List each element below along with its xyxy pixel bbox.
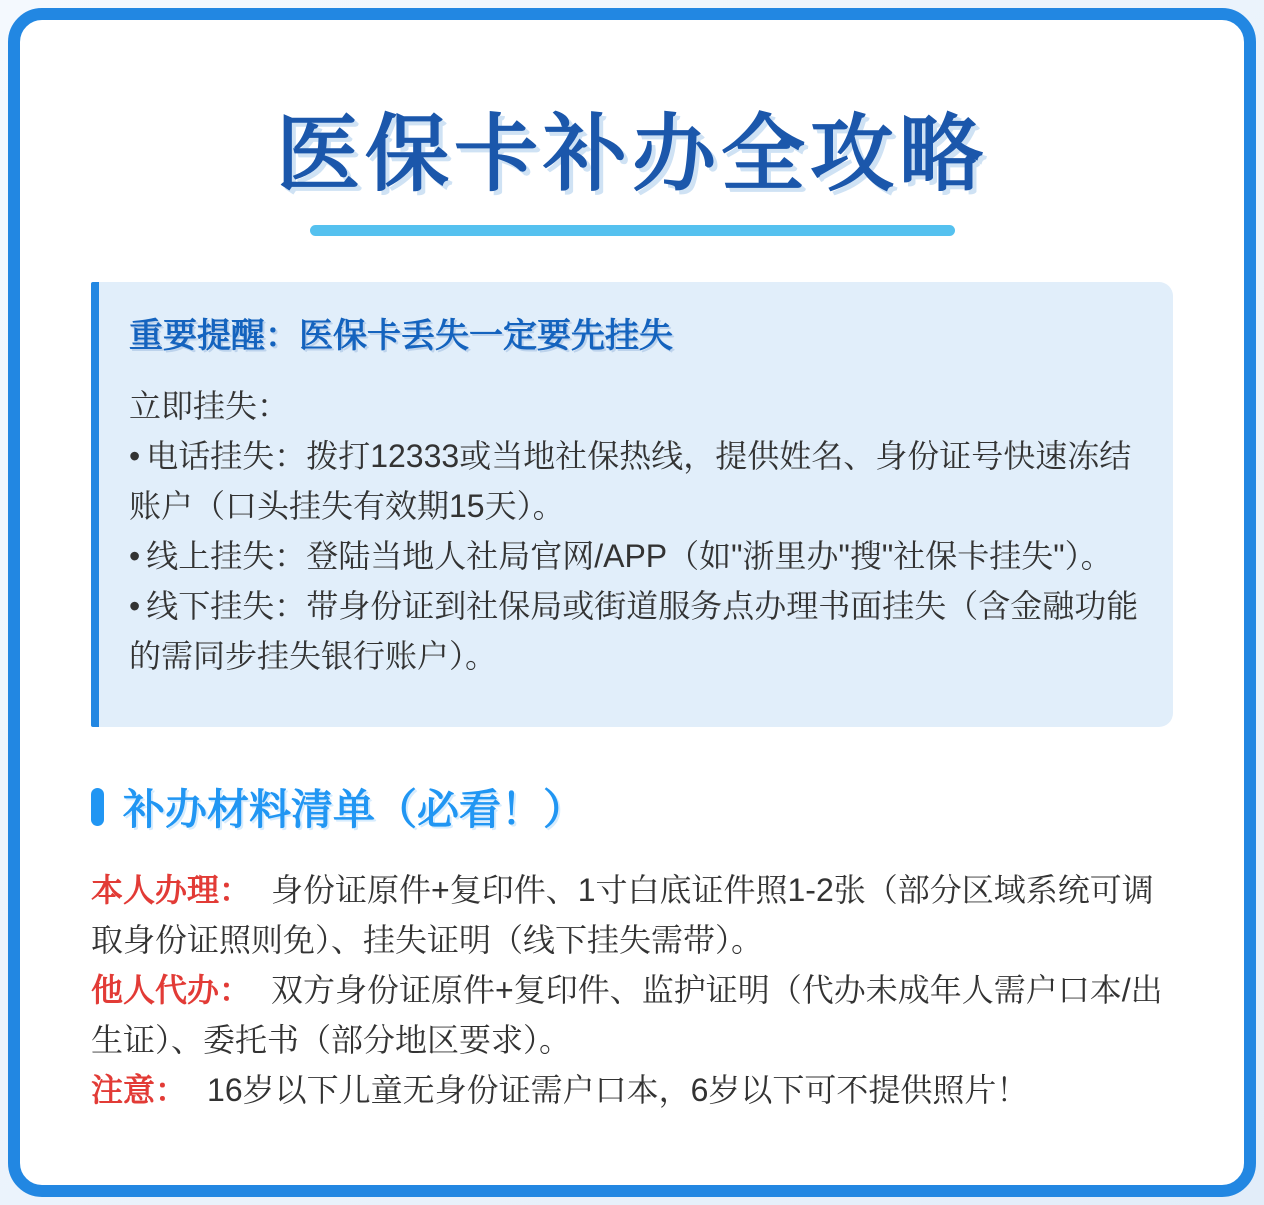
reminder-bullet: [129, 531, 1143, 581]
materials-item: [91, 965, 1173, 1065]
materials-item: [91, 865, 1173, 965]
content-card: [8, 8, 1256, 1197]
reminder-bullet: [129, 581, 1143, 681]
reminder-intro: 立即挂失：: [129, 387, 290, 424]
bullet-marker: •: [129, 587, 141, 624]
reminder-bullet: [129, 431, 1143, 531]
page-title: 医保卡补办全攻略: [275, 107, 988, 201]
bullet-marker: •: [129, 537, 141, 574]
title-underline: [310, 225, 955, 236]
reminder-body: [129, 381, 1143, 681]
item-label: 注意：: [91, 1071, 188, 1108]
reminder-box: [91, 282, 1173, 727]
item-label: 本人办理：: [91, 871, 252, 908]
materials-list: [91, 865, 1173, 1115]
bullet-text: 线下挂失：带身份证到社保局或街道服务点办理书面挂失（含金融功能的需同步挂失银行账户）。: [129, 587, 1139, 674]
bullet-text: 电话挂失：拨打12333或当地社保热线，提供姓名、身份证号快速冻结账户（口头挂失有效期15天）。: [129, 437, 1132, 524]
item-text: 身份证原件+复印件、1寸白底证件照1-2张（部分区域系统可调取身份证照则免）、挂失证明（线下挂失需带）。: [91, 871, 1154, 958]
bullet-text: 线上挂失：登陆当地人社局官网/APP（如"浙里办"搜"社保卡挂失"）。: [146, 537, 1113, 574]
materials-item: [91, 1065, 1173, 1115]
reminder-heading: 重要提醒：医保卡丢失一定要先挂失: [129, 316, 673, 355]
section-accent-bar: [91, 788, 104, 826]
item-label: 他人代办：: [91, 971, 252, 1008]
section-title: 补办材料清单（必看！）: [123, 785, 586, 833]
materials-section-header: [91, 777, 1173, 837]
item-text: 双方身份证原件+复印件、监护证明（代办未成年人需户口本/出生证）、委托书（部分地区要求）。: [91, 971, 1163, 1058]
item-text: 16岁以下儿童无身份证需户口本，6岁以下可不提供照片！: [207, 1071, 1029, 1108]
bullet-marker: •: [129, 437, 141, 474]
